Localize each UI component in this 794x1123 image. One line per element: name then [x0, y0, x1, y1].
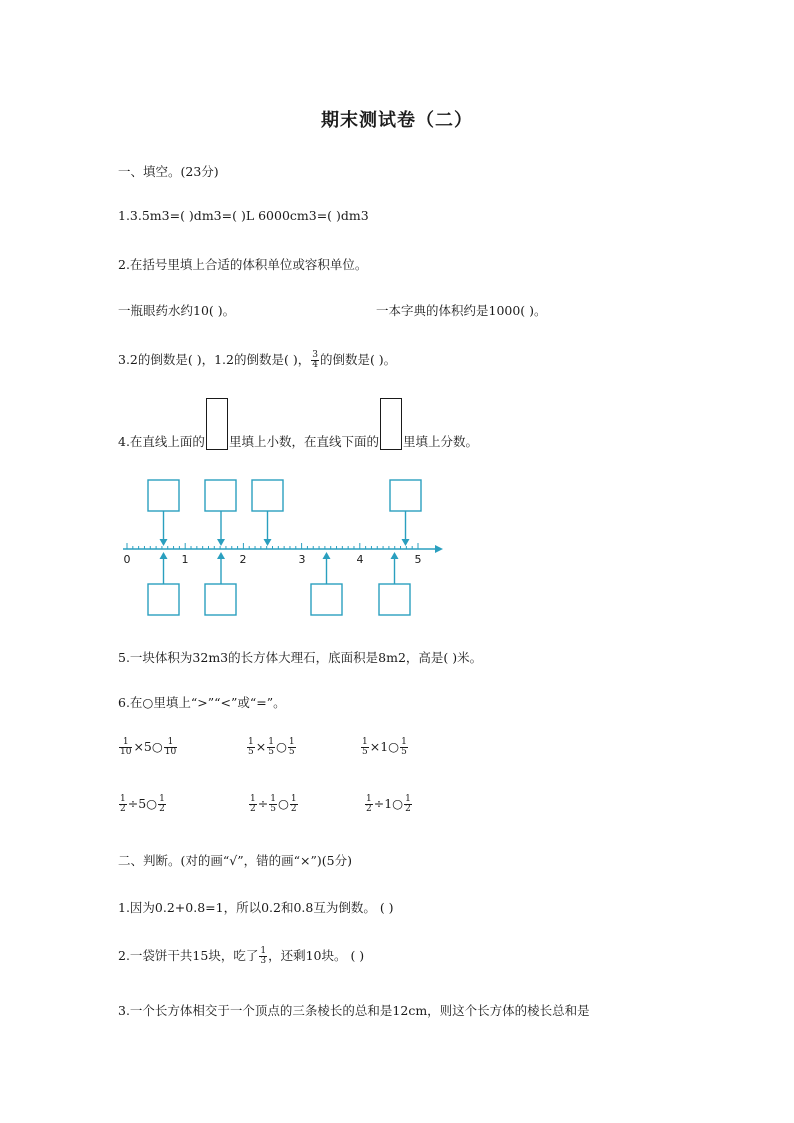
expression-2: $\frac{1}{5}$ × $\frac{1}{5}$ ○ $\frac{1}{5}$ [248, 737, 295, 757]
section2-heading: 二、判断。(对的画“√”，错的画“×”)(5分) [118, 853, 352, 868]
answer-box-top-3[interactable] [252, 480, 283, 511]
question-2-2 [118, 946, 364, 966]
question-1-2a: 一瓶眼药水约10( )。 [118, 303, 236, 318]
answer-box-bottom-1[interactable] [148, 584, 179, 615]
q3-text-a: 3.2的倒数是( )，1.2的倒数是( )， [118, 352, 311, 367]
question-1-6: 6.在○里填上“>”“<”或“=”。 [118, 695, 286, 710]
number-line-diagram [115, 470, 455, 620]
answer-box-top-2[interactable] [205, 480, 236, 511]
fraction-one-third: $\frac{1}{3}$ [260, 946, 267, 966]
arrow-down-head-icon [264, 539, 272, 546]
question-2-1: 1.因为0.2+0.8=1，所以0.2和0.8互为倒数。 ( ) [118, 900, 394, 915]
question-2-3: 3.一个长方体相交于一个顶点的三条棱长的总和是12cm，则这个长方体的棱长总和是 [118, 1003, 590, 1018]
q2-2-text-a: 2.一袋饼干共15块，吃了 [118, 948, 259, 963]
expression-6: $\frac{1}{2}$ ÷1○ $\frac{1}{2}$ [366, 794, 411, 814]
q2-2-text-b: ，还剩10块。 ( ) [268, 948, 365, 963]
arrow-up-head-icon [160, 552, 168, 559]
arrow-up-head-icon [391, 552, 399, 559]
answer-box-icon [206, 398, 228, 450]
section1-heading: 一、填空。(23分) [118, 164, 219, 179]
expression-4: $\frac{1}{2}$ ÷5○ $\frac{1}{2}$ [120, 794, 165, 814]
number-line-label-2: 2 [239, 553, 247, 566]
answer-box-top-1[interactable] [148, 480, 179, 511]
arrow-down-head-icon [160, 539, 168, 546]
answer-box-top-4[interactable] [390, 480, 421, 511]
arrow-down-head-icon [217, 539, 225, 546]
arrow-up-head-icon [323, 552, 331, 559]
arrow-up-head-icon [217, 552, 225, 559]
question-1-3 [118, 350, 396, 370]
answer-box-bottom-2[interactable] [205, 584, 236, 615]
answer-box-icon [380, 398, 402, 450]
q4-text-a: 4.在直线上面的 [118, 434, 205, 449]
question-1-2: 2.在括号里填上合适的体积单位或容积单位。 [118, 257, 368, 272]
q3-text-b: 的倒数是( )。 [319, 352, 397, 367]
question-1-2b: 一本字典的体积约是1000( )。 [376, 303, 547, 318]
expression-5: $\frac{1}{2}$ ÷ $\frac{1}{5}$ ○ $\frac{1}{2}$ [250, 794, 297, 814]
q4-text-b: 里填上小数，在直线下面的 [228, 434, 379, 449]
fraction-three-quarters: $\frac{3}{4}$ [312, 350, 318, 370]
answer-box-bottom-4[interactable] [379, 584, 410, 615]
question-1-1: 1.3.5m3=( )dm3=( )L 6000cm3=( )dm3 [118, 208, 369, 223]
number-line-label-4: 4 [356, 553, 364, 566]
q4-text-c: 里填上分数。 [402, 434, 478, 449]
expression-1: $\frac{1}{10}$ ×5○ $\frac{1}{10}$ [120, 737, 177, 757]
question-1-4 [118, 398, 478, 450]
page-title: 期末测试卷（二） [321, 110, 473, 131]
number-line-label-1: 1 [181, 553, 189, 566]
question-1-5: 5.一块体积为32m3的长方体大理石，底面积是8m2，高是( )米。 [118, 650, 483, 665]
axis-arrow-icon [435, 545, 443, 553]
number-line-label-5: 5 [414, 553, 422, 566]
number-line-label-3: 3 [298, 553, 306, 566]
expression-3: $\frac{1}{5}$ ×1○ $\frac{1}{5}$ [362, 737, 407, 757]
arrow-down-head-icon [402, 539, 410, 546]
number-line-label-0: 0 [123, 553, 131, 566]
answer-box-bottom-3[interactable] [311, 584, 342, 615]
